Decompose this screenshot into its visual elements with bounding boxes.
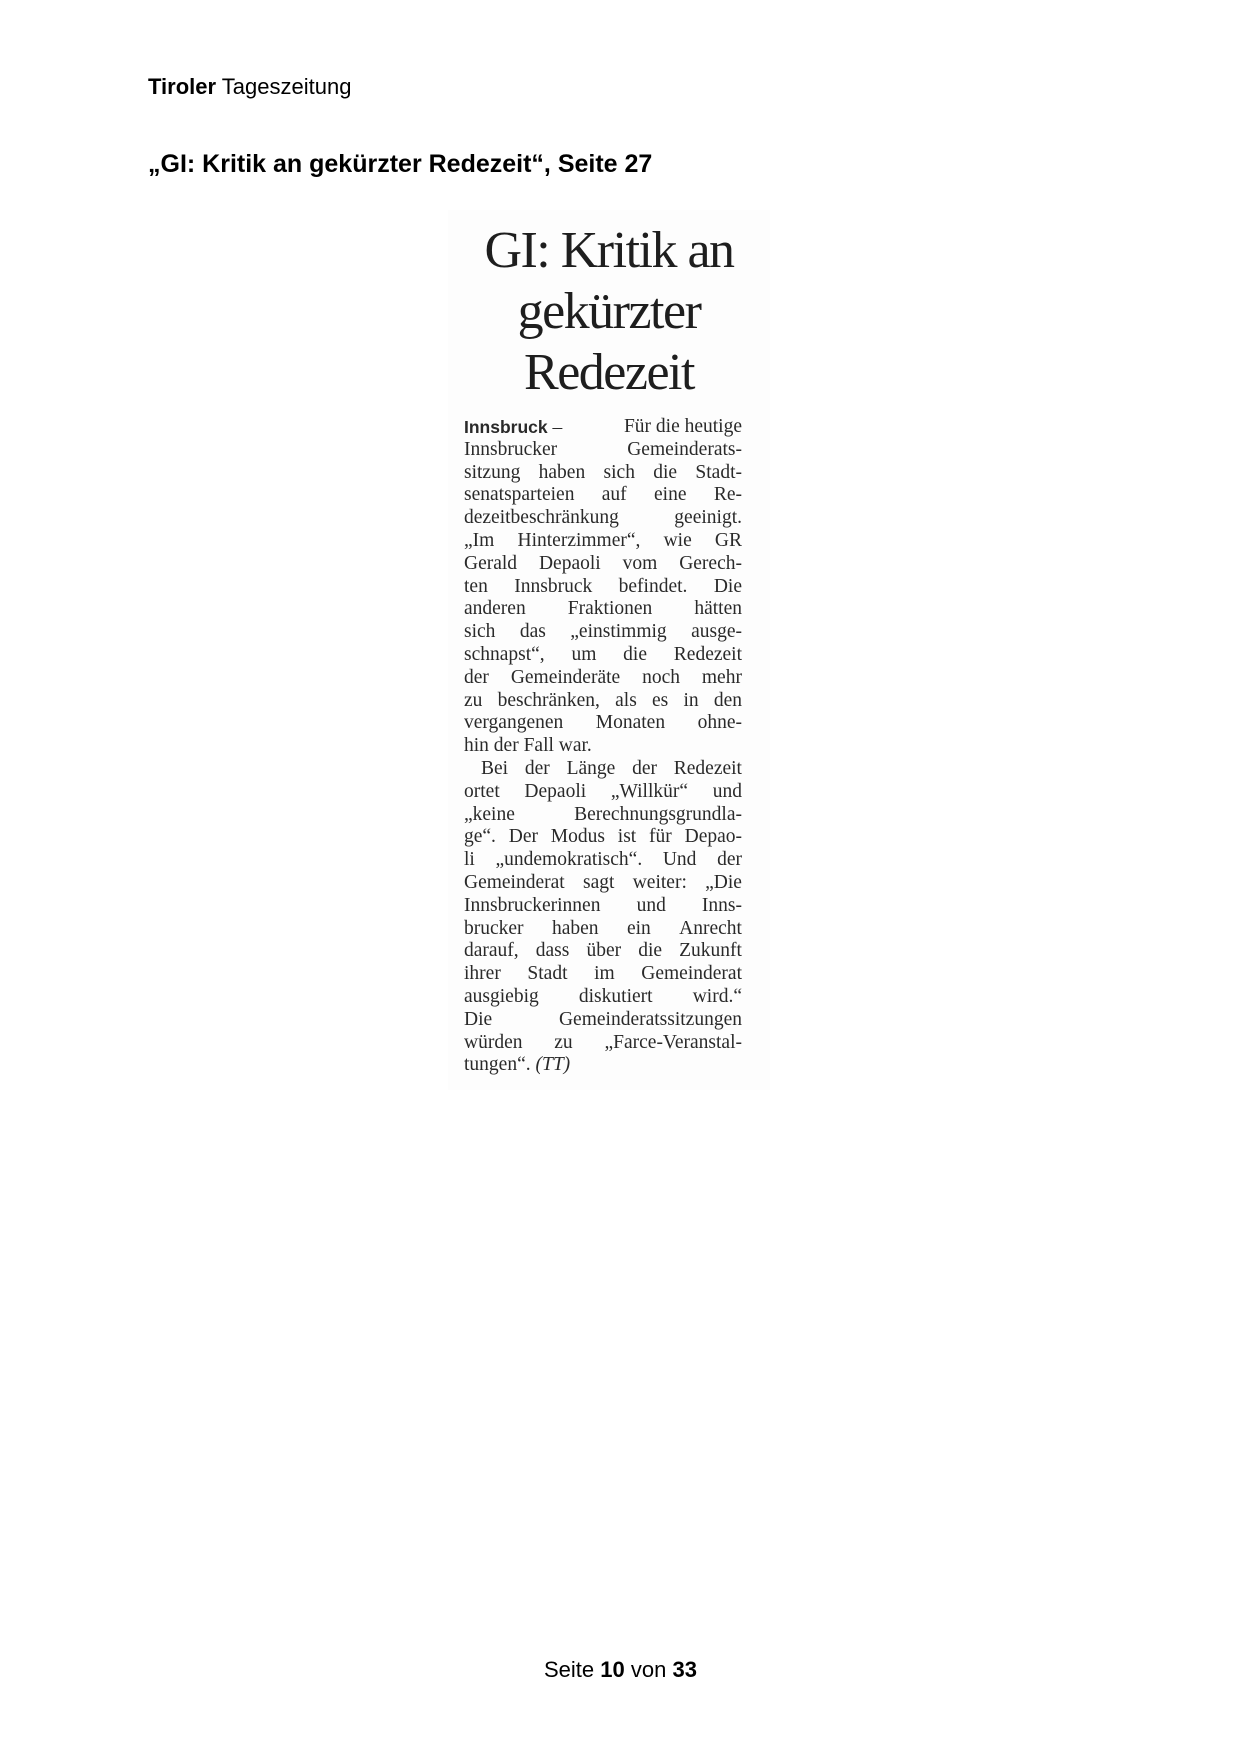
- text-line: [464, 895, 742, 918]
- text-line: [464, 712, 742, 735]
- word: ortet: [464, 780, 500, 802]
- word: ein: [626, 917, 651, 939]
- word: Monaten: [595, 712, 666, 734]
- word: Redezeit: [673, 757, 742, 779]
- word: geeinigt.: [674, 507, 742, 529]
- word: Depaoli: [524, 780, 587, 802]
- word: vom: [622, 552, 658, 574]
- word: Zukunft: [679, 940, 742, 962]
- word: zu: [464, 689, 483, 711]
- headline-line: gekürzter: [517, 283, 701, 340]
- word: das: [519, 621, 546, 643]
- text-line: [464, 849, 742, 872]
- page-label-prefix: Seite: [544, 1657, 595, 1682]
- word: schnapst“,: [464, 643, 545, 665]
- word: haben: [551, 917, 599, 939]
- word: ge“.: [464, 826, 496, 848]
- word: für: [649, 826, 672, 848]
- text-line: [464, 1009, 742, 1032]
- word: sagt: [583, 871, 615, 893]
- word: brucker: [464, 917, 524, 939]
- text-line: [464, 484, 742, 507]
- clipping-body: [464, 416, 742, 1077]
- text-line: [464, 416, 742, 439]
- word: Depaoli: [538, 552, 601, 574]
- text-line: [464, 758, 742, 781]
- text-line: [464, 644, 742, 667]
- text-line: [464, 690, 742, 713]
- word: anderen: [464, 598, 526, 620]
- word: „einstimmig: [570, 621, 667, 643]
- word: „Im: [464, 529, 495, 551]
- word: der: [524, 757, 550, 779]
- word: mehr: [701, 666, 742, 688]
- word: ihrer: [464, 963, 501, 985]
- word: die: [638, 940, 663, 962]
- word: Bei: [481, 757, 509, 779]
- word: haben: [538, 461, 586, 483]
- text-line-segment: tungen“.: [464, 1054, 531, 1076]
- word: Hinterzimmer“,: [517, 529, 641, 551]
- word: im: [594, 963, 615, 985]
- word: um: [571, 643, 597, 665]
- word: senatsparteien: [464, 484, 575, 506]
- word: ist: [617, 826, 637, 848]
- word: in: [683, 689, 699, 711]
- word: diskutiert: [578, 985, 653, 1007]
- word: GR: [714, 529, 742, 551]
- text-line: [464, 826, 742, 849]
- word: Inns-: [701, 894, 742, 916]
- text-line: [464, 872, 742, 895]
- word: Innsbrucker: [464, 438, 558, 460]
- text-line: [464, 940, 742, 963]
- word: Innsbruck: [514, 575, 593, 597]
- headline-line: GI: Kritik an: [484, 222, 734, 279]
- word: weiter:: [632, 871, 687, 893]
- word: sich: [464, 621, 496, 643]
- word: „Die: [705, 871, 742, 893]
- text-line: [464, 781, 742, 804]
- text-line: [464, 598, 742, 621]
- word: Innsbruckerinnen: [464, 894, 601, 916]
- word: eine: [654, 484, 687, 506]
- word: zu: [554, 1031, 573, 1053]
- word: Die: [464, 1008, 493, 1030]
- word: die: [623, 643, 647, 665]
- word: ausgiebig: [464, 985, 539, 1007]
- word: und: [636, 894, 666, 916]
- word: Anrecht: [679, 917, 742, 939]
- word: der: [632, 757, 657, 779]
- word: dass: [535, 940, 570, 962]
- word: Depao-: [684, 826, 742, 848]
- word: befindet.: [618, 575, 688, 597]
- word: Gemeinderat: [464, 871, 565, 893]
- text-line: [464, 553, 742, 576]
- current-page-number: 10: [600, 1657, 625, 1682]
- text-line: [464, 667, 742, 690]
- word: ohne-: [697, 712, 742, 734]
- publication-name-rest: Tageszeitung: [221, 74, 352, 99]
- text-line: [464, 462, 742, 485]
- word: Fraktionen: [567, 598, 653, 620]
- publication-header: [148, 72, 351, 102]
- text-line: [464, 918, 742, 941]
- word: wird.“: [692, 985, 742, 1007]
- word: der: [717, 849, 742, 871]
- word: über: [586, 940, 622, 962]
- word: wie: [663, 529, 692, 551]
- word: „Willkür“: [610, 780, 689, 802]
- word: die: [653, 461, 678, 483]
- word: Gemeinderats-: [627, 438, 742, 460]
- word: es: [652, 689, 669, 711]
- word: „keine: [464, 803, 515, 825]
- word: auf: [601, 484, 627, 506]
- dateline: Innsbruck: [464, 417, 548, 437]
- text-line: [464, 621, 742, 644]
- word: sich: [603, 461, 635, 483]
- clipping-headline: [456, 220, 762, 403]
- word: Gemeinderatssitzungen: [558, 1008, 742, 1030]
- word: Gemeinderäte: [510, 666, 621, 688]
- word: hätten: [694, 598, 742, 620]
- page-footer: [0, 1655, 1241, 1685]
- word: noch: [642, 666, 680, 688]
- word: Modus: [550, 826, 605, 848]
- word: als: [615, 689, 637, 711]
- text-line: [464, 1054, 742, 1077]
- word: Stadt: [527, 963, 568, 985]
- word: den: [713, 689, 742, 711]
- word: ten: [464, 575, 488, 597]
- word: Stadt-: [695, 461, 742, 483]
- word: „Farce-Veranstal-: [604, 1031, 742, 1053]
- word: Die: [713, 575, 742, 597]
- headline-line: Redezeit: [524, 344, 694, 401]
- word: Gerald: [464, 552, 518, 574]
- author-credit: (TT): [535, 1054, 571, 1076]
- word: ausge-: [691, 621, 742, 643]
- word: Länge: [566, 757, 616, 779]
- word: darauf,: [464, 940, 519, 962]
- word: Re-: [713, 484, 742, 506]
- dateline-group: [464, 416, 562, 439]
- word: der: [464, 666, 489, 688]
- text-line: [464, 804, 742, 827]
- dateline-separator: –: [547, 417, 563, 438]
- text-line: hin der Fall war.: [464, 735, 592, 757]
- newspaper-clipping: [448, 210, 770, 1090]
- text-line: [464, 963, 742, 986]
- text-line: [464, 1032, 742, 1055]
- text-line: [464, 530, 742, 553]
- text-line: [464, 439, 742, 462]
- word: und: [712, 780, 742, 802]
- text-line-segment: Für die heutige: [623, 416, 742, 437]
- word: Gerech-: [679, 552, 742, 574]
- word: dezeitbeschränkung: [464, 507, 619, 529]
- text-line: [464, 507, 742, 530]
- page-label-middle: von: [630, 1657, 667, 1682]
- word: „undemokratisch“.: [495, 849, 643, 871]
- word: würden: [464, 1031, 523, 1053]
- word: li: [464, 849, 475, 871]
- total-page-count: 33: [672, 1657, 697, 1682]
- article-reference-title: „GI: Kritik an gekürzter Redezeit“, Seite 27: [148, 150, 653, 178]
- word: Der: [508, 826, 538, 848]
- text-line: [464, 576, 742, 599]
- publication-name-bold: Tiroler: [148, 74, 217, 99]
- word: vergangenen: [464, 712, 564, 734]
- word: Redezeit: [673, 643, 742, 665]
- word: sitzung: [464, 461, 521, 483]
- word: Gemeinderat: [641, 963, 742, 985]
- word: beschränken,: [497, 689, 600, 711]
- word: Und: [662, 849, 697, 871]
- text-line: [464, 986, 742, 1009]
- word: Berechnungsgrundla-: [574, 803, 742, 825]
